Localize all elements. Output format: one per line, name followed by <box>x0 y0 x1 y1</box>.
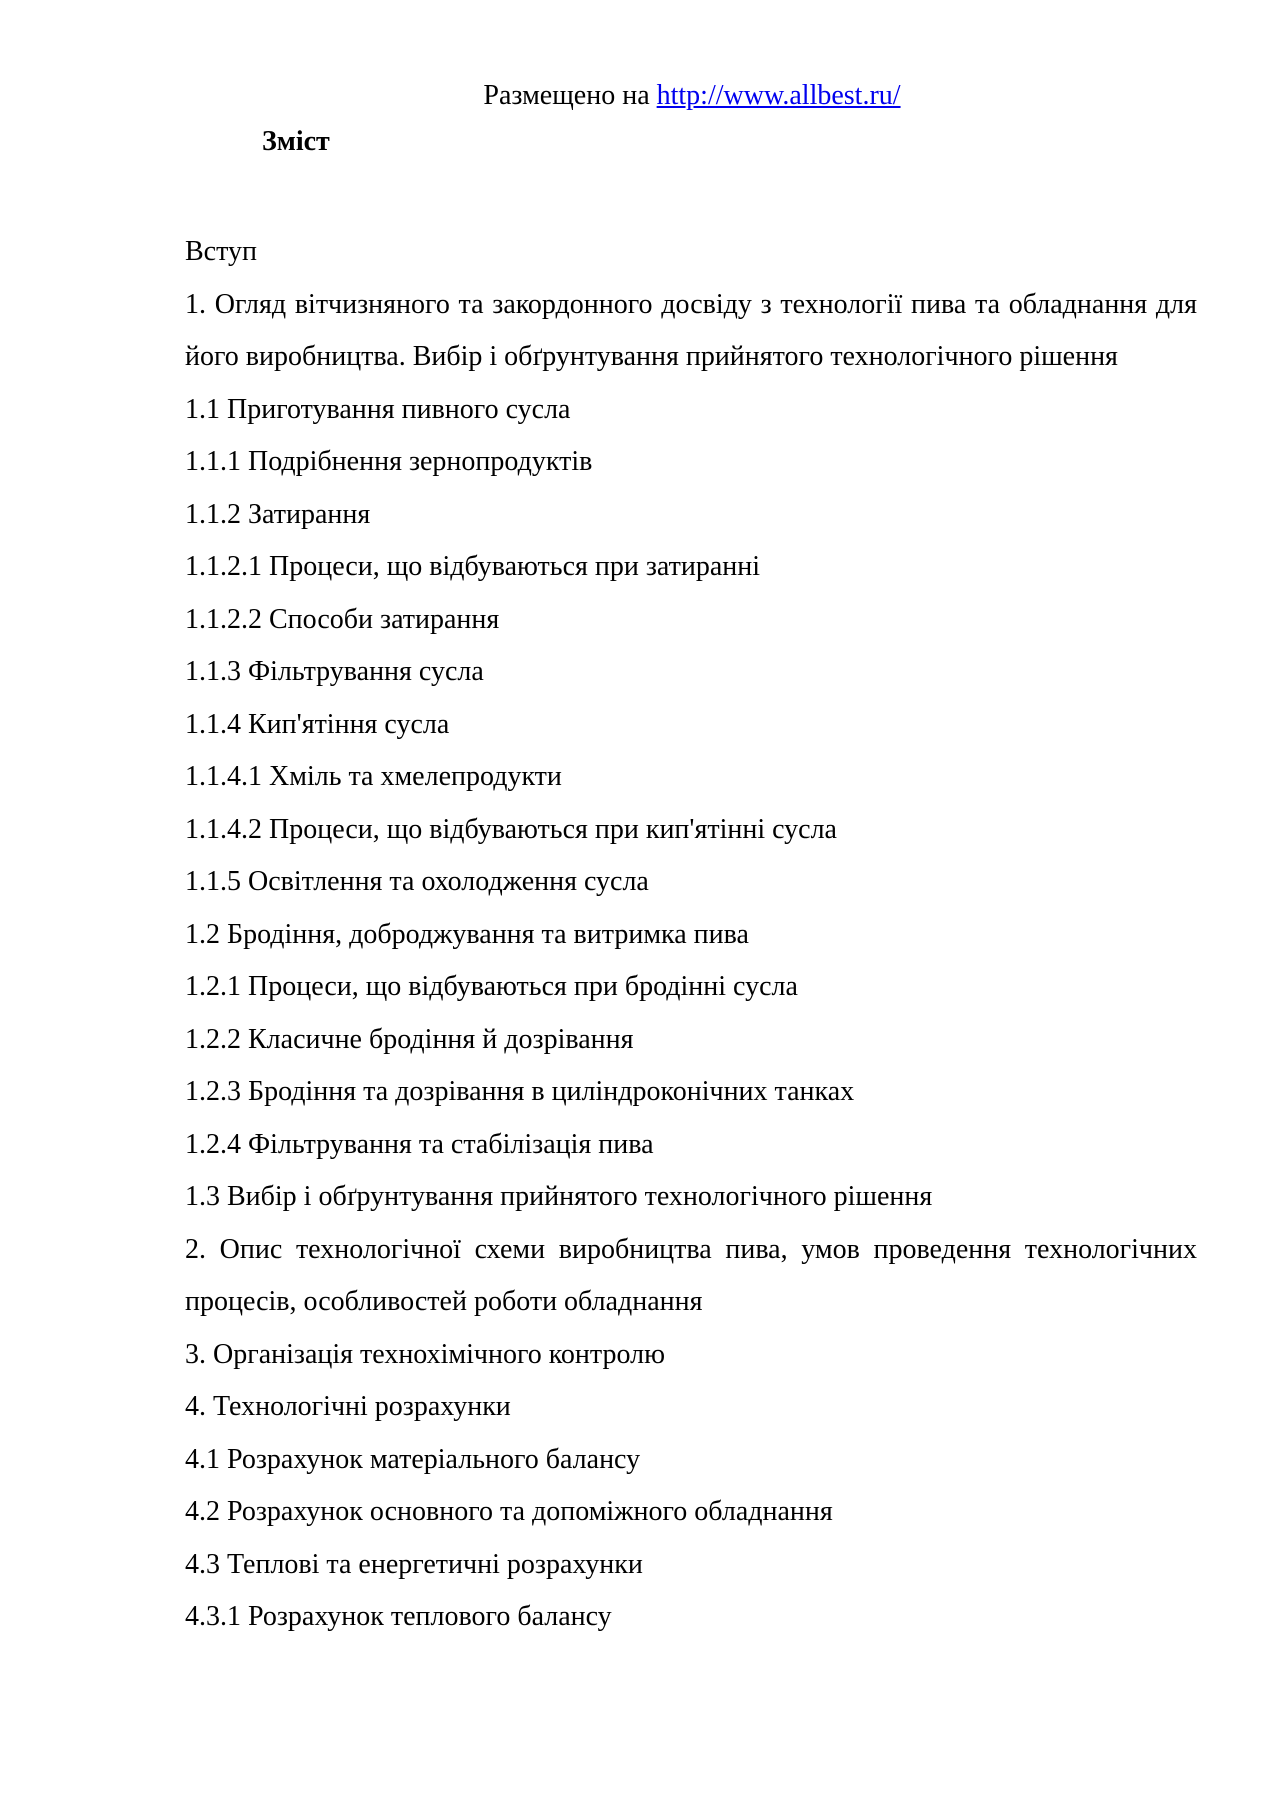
toc-item: 1.1.5 Освітлення та охолодження сусла <box>185 866 649 897</box>
toc-item: 4.3.1 Розрахунок теплового балансу <box>185 1601 612 1632</box>
toc-item: 1. Огляд вітчизняного та закордонного досвіду з технології пива та обладнання для його виробництва. Вибір і обґрунтування прийнятого технологічного рішення <box>185 288 1197 372</box>
toc-item: 4.3 Теплові та енергетичні розрахунки <box>185 1548 643 1580</box>
toc-item: 1.3 Вибір і обґрунтування прийнятого технологічного рішення <box>185 1181 933 1212</box>
toc-item: 1.2.4 Фільтрування та стабілізація пива <box>185 1128 654 1160</box>
toc-item: 1.1.4.1 Хміль та хмелепродукти <box>185 761 562 792</box>
toc-item: Вступ <box>185 236 257 267</box>
toc-item: 4.2 Розрахунок основного та допоміжного обладнання <box>185 1496 833 1527</box>
toc-item: 1.1.2 Затирання <box>185 498 371 530</box>
toc-item: 4.1 Розрахунок матеріального балансу <box>185 1443 641 1475</box>
toc-item: 4. Технологічні розрахунки <box>185 1391 511 1422</box>
page-title: Зміст <box>262 126 330 157</box>
toc-item: 1.2.2 Класичне бродіння й дозрівання <box>185 1023 634 1055</box>
toc-item: 1.2.3 Бродіння та дозрівання в циліндроконічних танках <box>185 1076 855 1107</box>
toc-item: 1.2.1 Процеси, що відбуваються при бродінні сусла <box>185 971 798 1002</box>
table-of-contents <box>185 226 1197 1644</box>
toc-item: 2. Опис технологічної схеми виробництва пива, умов проведення технологічних процесів, особливостей роботи обладнання <box>185 1233 1197 1317</box>
toc-item: 1.1.3 Фільтрування сусла <box>185 656 484 687</box>
toc-item: 1.1.1 Подрібнення зернопродуктів <box>185 446 593 477</box>
source-notice-label: Размещено на <box>483 80 657 111</box>
toc-item: 1.1.4 Кип'ятіння сусла <box>185 708 450 740</box>
toc-item: 3. Організація технохімічного контролю <box>185 1338 666 1370</box>
toc-item: 1.1.2.2 Способи затирання <box>185 603 500 635</box>
toc-item: 1.1 Приготування пивного сусла <box>185 393 571 425</box>
source-notice <box>0 76 1280 116</box>
toc-item: 1.1.4.2 Процеси, що відбуваються при кип'ятінні сусла <box>185 813 837 845</box>
toc-item: 1.1.2.1 Процеси, що відбуваються при затиранні <box>185 551 760 582</box>
source-link[interactable]: http://www.allbest.ru/ <box>656 80 901 111</box>
toc-item: 1.2 Бродіння, доброджування та витримка пива <box>185 918 749 950</box>
